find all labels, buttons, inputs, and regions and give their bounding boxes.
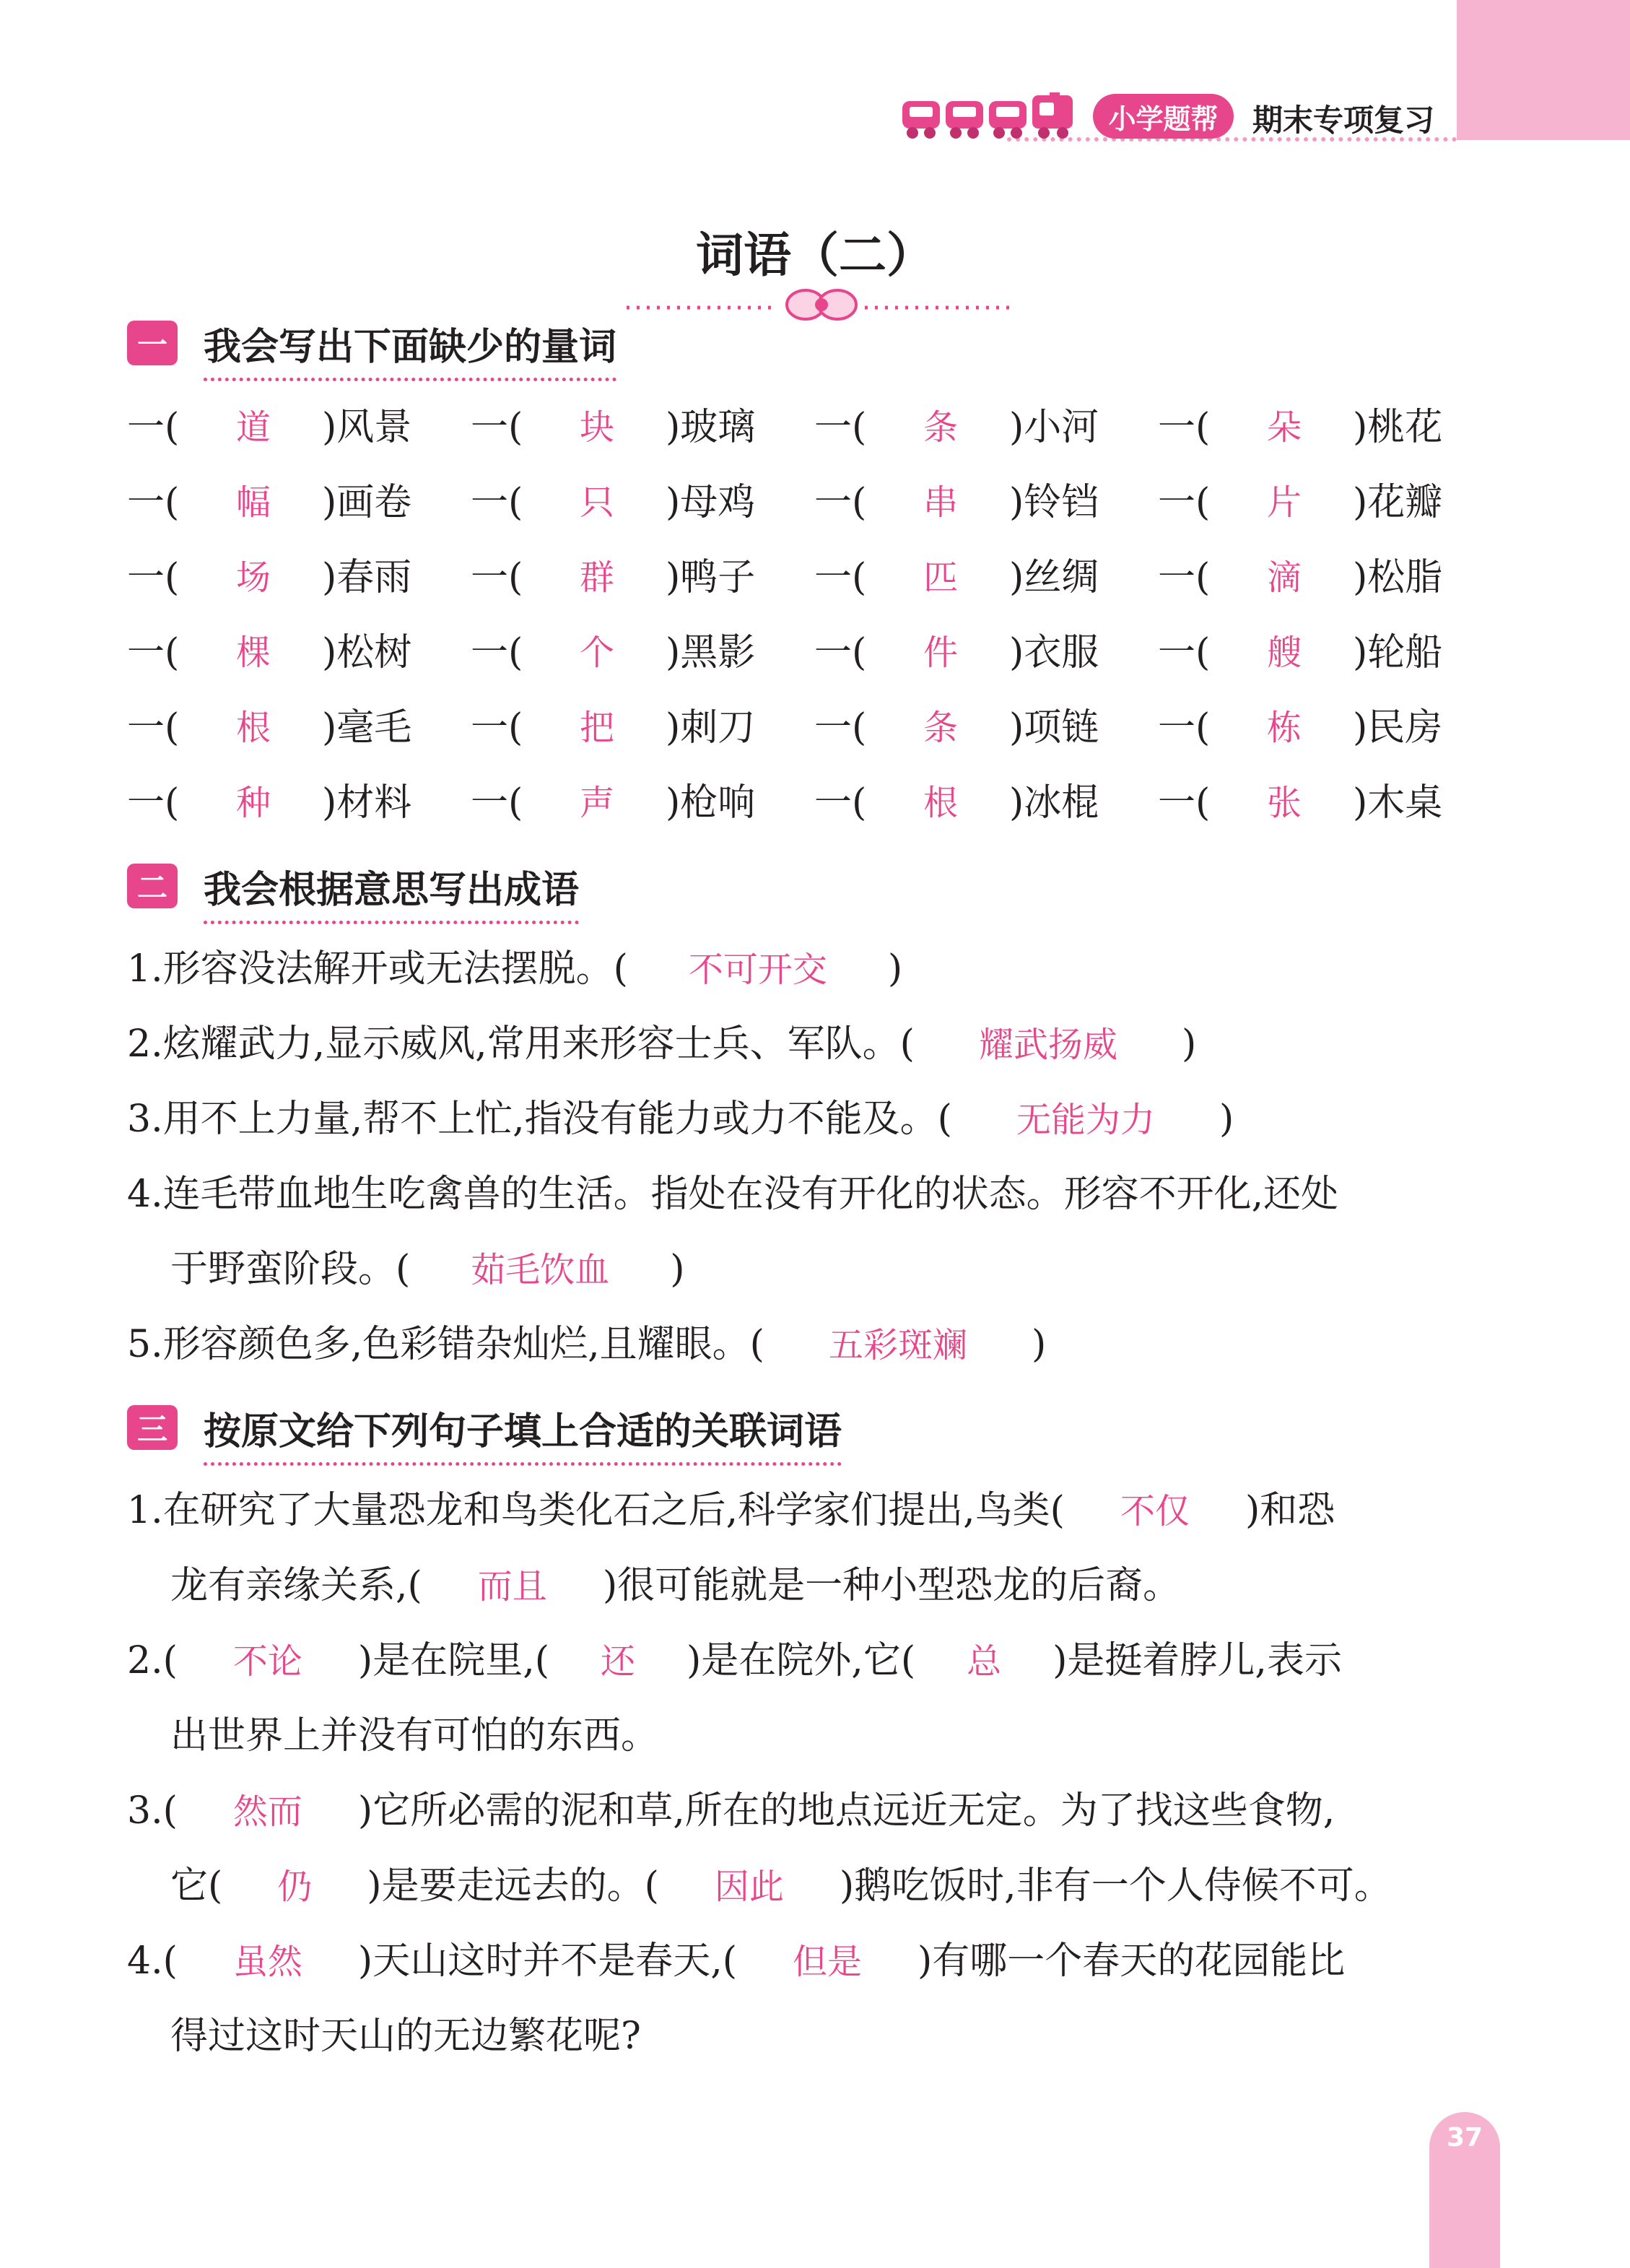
conj-item-4-cont: 得过这时天山的无边繁花呢?: [170, 2015, 641, 2058]
noun-text: )玻璃: [666, 406, 756, 449]
answer: 朵: [1266, 407, 1302, 448]
answer: 滴: [1266, 557, 1302, 598]
noun-text: )木桌: [1353, 781, 1443, 825]
section-title: 我会写出下面缺少的量词: [204, 316, 616, 381]
answer: 群: [579, 557, 614, 598]
answer: 无能为力: [1016, 1100, 1155, 1140]
answer: 茹毛饮血: [471, 1250, 610, 1290]
noun-text: )材料: [322, 781, 412, 825]
prefix-text: 一(: [814, 706, 867, 750]
answer: 声: [579, 783, 614, 823]
header-title: 期末专项复习: [1252, 103, 1435, 138]
answer: 耀武扬威: [978, 1025, 1117, 1065]
idiom-item-3: 3.用不上力量,帮不上忙,指没有能力或力不能及。( 无能为力 ): [127, 1090, 1234, 1149]
noun-text: )黑影: [666, 631, 756, 674]
prefix-text: 一(: [814, 481, 867, 524]
answer: 然而: [232, 1791, 302, 1832]
answer: 块: [579, 407, 614, 448]
noun-text: )春雨: [322, 556, 412, 599]
noun-text: )铃铛: [1009, 481, 1099, 524]
noun-text: )风景: [322, 406, 412, 449]
idiom-item-1: 1.形容没法解开或无法摆脱。( 不可开交 ): [127, 940, 902, 999]
prefix-text: 一(: [1158, 556, 1211, 599]
prefix-text: 一(: [471, 406, 523, 449]
answer: 不可开交: [688, 950, 827, 990]
answer: 但是: [793, 1942, 863, 1982]
prefix-text: 一(: [1158, 406, 1211, 449]
page-title: 词语（二）: [696, 227, 934, 283]
noun-text: )鸭子: [666, 556, 756, 599]
noun-text: )枪响: [666, 781, 756, 825]
conj-item-1: 1.在研究了大量恐龙和鸟类化石之后,科学家们提出,鸟类( 不仅 )和恐: [127, 1482, 1335, 1540]
prefix-text: 一(: [814, 406, 867, 449]
answer: 场: [235, 557, 271, 598]
prefix-text: 一(: [814, 781, 867, 825]
noun-text: )松树: [322, 631, 412, 674]
answer: 不仅: [1120, 1491, 1190, 1531]
answer: 串: [923, 482, 958, 523]
prefix-text: 一(: [471, 481, 523, 524]
answer: 件: [923, 633, 958, 673]
answer: 棵: [235, 633, 271, 673]
answer: 因此: [714, 1867, 784, 1907]
prefix-text: 一(: [1158, 631, 1211, 674]
noun-text: )松脂: [1353, 556, 1443, 599]
answer: 条: [923, 708, 958, 748]
brand-badge: 小学题帮: [1093, 94, 1234, 139]
answer: 匹: [923, 557, 958, 598]
answer: 而且: [477, 1566, 547, 1607]
prefix-text: 一(: [127, 481, 180, 524]
idiom-item-2: 2.炫耀武力,显示威风,常用来形容士兵、军队。( 耀武扬威 ): [127, 1015, 1196, 1074]
answer: 不论: [232, 1641, 302, 1682]
answer: 只: [579, 482, 614, 523]
prefix-text: 一(: [127, 556, 180, 599]
answer: 五彩斑斓: [828, 1325, 967, 1365]
noun-text: )毫毛: [322, 706, 412, 750]
answer: 片: [1266, 482, 1302, 523]
answer: 张: [1266, 783, 1302, 823]
answer: 把: [579, 708, 614, 748]
prefix-text: 一(: [471, 781, 523, 825]
noun-text: )轮船: [1353, 631, 1443, 674]
answer: 条: [923, 407, 958, 448]
answer: 道: [235, 407, 271, 448]
prefix-text: 一(: [814, 556, 867, 599]
corner-tab: [1457, 0, 1630, 140]
noun-text: )小河: [1009, 406, 1099, 449]
conj-item-2: 2.( 不论 )是在院里,( 还 )是在院外,它( 总 )是挺着脖儿,表示: [127, 1632, 1342, 1690]
prefix-text: 一(: [1158, 481, 1211, 524]
prefix-text: 一(: [127, 781, 180, 825]
answer: 艘: [1266, 633, 1302, 673]
noun-text: )母鸡: [666, 481, 756, 524]
idiom-item-5: 5.形容颜色多,色彩错杂灿烂,且耀眼。( 五彩斑斓 ): [127, 1316, 1046, 1374]
noun-text: )衣服: [1009, 631, 1099, 674]
noun-text: )丝绸: [1009, 556, 1099, 599]
answer: 虽然: [232, 1942, 302, 1982]
noun-text: )项链: [1009, 706, 1099, 750]
idiom-item-4: 4.连毛带血地生吃禽兽的生活。指处在没有开化的状态。形容不开化,还处: [127, 1173, 1339, 1216]
prefix-text: 一(: [471, 706, 523, 750]
prefix-text: 一(: [1158, 706, 1211, 750]
section-title: 我会根据意思写出成语: [204, 859, 579, 924]
answer: 种: [235, 783, 271, 823]
conj-item-2-cont: 出世界上并没有可怕的东西。: [170, 1714, 659, 1758]
section-title: 按原文给下列句子填上合适的关联词语: [204, 1401, 842, 1466]
noun-text: )花瓣: [1353, 481, 1443, 524]
conj-item-3-cont: 它( 仍 )是要走远去的。( 因此 )鹅吃饭时,非有一个人侍候不可。: [170, 1857, 1392, 1916]
noun-text: )冰棍: [1009, 781, 1099, 825]
prefix-text: 一(: [127, 706, 180, 750]
prefix-text: 一(: [127, 406, 180, 449]
answer: 总: [967, 1641, 1002, 1682]
answer: 栋: [1266, 708, 1302, 748]
prefix-text: 一(: [127, 631, 180, 674]
prefix-text: 一(: [1158, 781, 1211, 825]
section-number: 二: [127, 864, 178, 908]
prefix-text: 一(: [814, 631, 867, 674]
noun-text: )画卷: [322, 481, 412, 524]
answer: 根: [923, 783, 958, 823]
bow-divider-icon: [627, 283, 1016, 326]
train-icon: [901, 92, 1081, 143]
answer: 还: [601, 1641, 636, 1682]
answer: 幅: [235, 482, 271, 523]
page-number: 37: [1446, 2123, 1483, 2152]
conj-item-4: 4.( 虽然 )天山这时并不是春天,( 但是 )有哪一个春天的花园能比: [127, 1932, 1345, 1991]
conj-item-3: 3.( 然而 )它所必需的泥和草,所在的地点远近无定。为了找这些食物,: [127, 1782, 1335, 1841]
answer: 仍: [277, 1867, 313, 1907]
answer: 根: [235, 708, 271, 748]
answer: 个: [579, 633, 614, 673]
noun-text: )刺刀: [666, 706, 756, 750]
noun-text: )桃花: [1353, 406, 1443, 449]
idiom-item-4-cont: 于野蛮阶段。( 茹毛饮血 ): [170, 1241, 685, 1299]
conj-item-1-cont: 龙有亲缘关系,( 而且 )很可能就是一种小型恐龙的后裔。: [170, 1557, 1180, 1615]
prefix-text: 一(: [471, 631, 523, 674]
section-number: 三: [127, 1405, 178, 1450]
prefix-text: 一(: [471, 556, 523, 599]
noun-text: )民房: [1353, 706, 1443, 750]
section-number: 一: [127, 321, 178, 365]
